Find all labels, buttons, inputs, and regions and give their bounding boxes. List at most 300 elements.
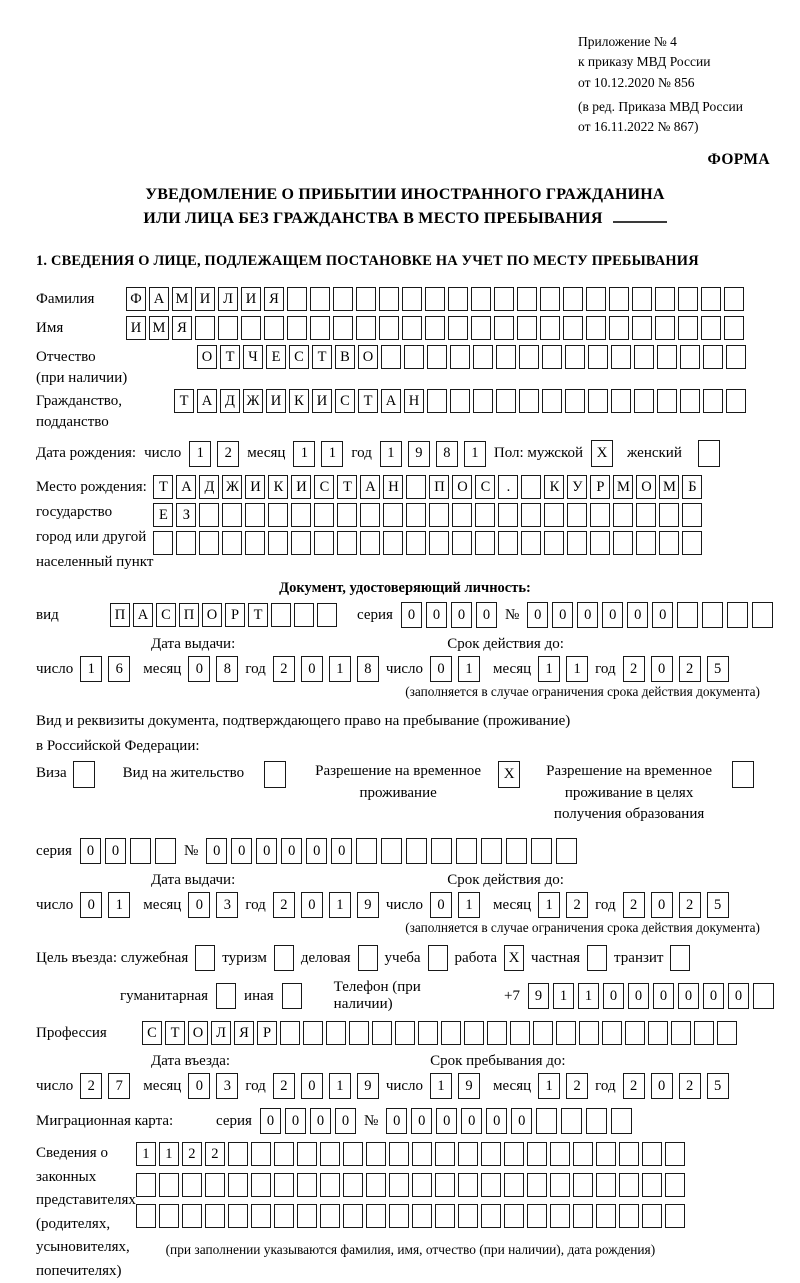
form-cell[interactable]: 1	[159, 1142, 179, 1166]
form-cell[interactable]: Д	[199, 475, 219, 499]
form-cell[interactable]	[655, 316, 675, 340]
form-cell[interactable]	[655, 287, 675, 311]
form-cell[interactable]	[431, 838, 452, 864]
form-cell[interactable]: 0	[411, 1108, 432, 1134]
form-cell[interactable]	[677, 602, 698, 628]
form-cell[interactable]	[611, 345, 631, 369]
form-cell[interactable]	[590, 503, 610, 527]
form-cell[interactable]	[596, 1204, 616, 1228]
form-cell[interactable]	[425, 316, 445, 340]
form-cell[interactable]	[381, 838, 402, 864]
form-cell[interactable]: А	[176, 475, 196, 499]
form-cell[interactable]: 1	[458, 656, 480, 682]
form-cell[interactable]	[567, 531, 587, 555]
form-cell[interactable]	[527, 1173, 547, 1197]
form-cell[interactable]	[435, 1142, 455, 1166]
form-cell[interactable]	[544, 503, 564, 527]
form-cell[interactable]	[297, 1204, 317, 1228]
form-cell[interactable]	[573, 1142, 593, 1166]
form-cell[interactable]: 0	[511, 1108, 532, 1134]
form-cell[interactable]: М	[149, 316, 169, 340]
form-cell[interactable]	[682, 531, 702, 555]
form-cell[interactable]	[657, 389, 677, 413]
form-cell[interactable]: 1	[538, 1073, 560, 1099]
form-cell[interactable]	[310, 287, 330, 311]
form-cell[interactable]: 1	[578, 983, 599, 1009]
form-cell[interactable]	[565, 389, 585, 413]
form-cell[interactable]	[659, 503, 679, 527]
form-cell[interactable]	[456, 838, 477, 864]
form-cell[interactable]: 0	[80, 892, 102, 918]
form-cell[interactable]	[287, 316, 307, 340]
form-cell[interactable]	[343, 1173, 363, 1197]
form-cell[interactable]: К	[268, 475, 288, 499]
form-cell[interactable]: Р	[257, 1021, 277, 1045]
form-cell[interactable]: 0	[306, 838, 327, 864]
form-cell[interactable]: А	[149, 287, 169, 311]
form-cell[interactable]: Ж	[243, 389, 263, 413]
form-cell[interactable]	[450, 389, 470, 413]
form-cell[interactable]	[245, 503, 265, 527]
form-cell[interactable]: 0	[188, 892, 210, 918]
form-cell[interactable]: А	[197, 389, 217, 413]
form-cell[interactable]: 0	[476, 602, 497, 628]
form-cell[interactable]	[130, 838, 151, 864]
form-cell[interactable]	[251, 1173, 271, 1197]
form-cell[interactable]: С	[475, 475, 495, 499]
form-cell[interactable]	[632, 287, 652, 311]
form-cell[interactable]	[412, 1142, 432, 1166]
form-cell[interactable]	[458, 1204, 478, 1228]
form-cell[interactable]	[487, 1021, 507, 1045]
form-cell[interactable]: С	[289, 345, 309, 369]
form-cell[interactable]	[494, 316, 514, 340]
form-cell[interactable]	[452, 503, 472, 527]
form-cell[interactable]	[274, 1173, 294, 1197]
form-cell[interactable]	[228, 1204, 248, 1228]
form-cell[interactable]	[458, 1173, 478, 1197]
form-cell[interactable]: Ф	[126, 287, 146, 311]
form-cell[interactable]	[195, 945, 215, 971]
form-cell[interactable]	[540, 316, 560, 340]
form-cell[interactable]	[326, 1021, 346, 1045]
form-cell[interactable]	[264, 316, 284, 340]
form-cell[interactable]: Б	[682, 475, 702, 499]
form-cell[interactable]	[271, 603, 291, 627]
form-cell[interactable]: А	[360, 475, 380, 499]
form-cell[interactable]	[136, 1173, 156, 1197]
form-cell[interactable]: С	[142, 1021, 162, 1045]
form-cell[interactable]	[579, 1021, 599, 1045]
form-cell[interactable]: К	[544, 475, 564, 499]
form-cell[interactable]	[519, 389, 539, 413]
form-cell[interactable]	[573, 1173, 593, 1197]
form-cell[interactable]	[228, 1142, 248, 1166]
form-cell[interactable]: 0	[461, 1108, 482, 1134]
form-cell[interactable]: Т	[248, 603, 268, 627]
form-cell[interactable]: А	[133, 603, 153, 627]
form-cell[interactable]	[642, 1173, 662, 1197]
form-cell[interactable]: А	[381, 389, 401, 413]
form-cell[interactable]: 1	[380, 441, 402, 467]
form-cell[interactable]: 9	[528, 983, 549, 1009]
form-cell[interactable]	[671, 1021, 691, 1045]
form-cell[interactable]: 2	[566, 1073, 588, 1099]
form-cell[interactable]	[475, 503, 495, 527]
form-cell[interactable]	[670, 945, 690, 971]
form-cell[interactable]	[349, 1021, 369, 1045]
form-cell[interactable]: 1	[329, 892, 351, 918]
form-cell[interactable]: 2	[273, 892, 295, 918]
form-cell[interactable]	[717, 1021, 737, 1045]
form-cell[interactable]: 5	[707, 892, 729, 918]
form-cell[interactable]	[287, 287, 307, 311]
form-cell[interactable]: 2	[205, 1142, 225, 1166]
form-cell[interactable]: 8	[357, 656, 379, 682]
form-cell[interactable]	[506, 838, 527, 864]
form-cell[interactable]	[356, 287, 376, 311]
form-cell[interactable]: 1	[80, 656, 102, 682]
form-cell[interactable]: 5	[707, 1073, 729, 1099]
form-cell[interactable]	[360, 503, 380, 527]
form-cell[interactable]: 1	[136, 1142, 156, 1166]
form-cell[interactable]	[425, 287, 445, 311]
form-cell[interactable]: З	[176, 503, 196, 527]
form-cell[interactable]	[527, 1142, 547, 1166]
form-cell[interactable]	[573, 1204, 593, 1228]
form-cell[interactable]	[481, 1142, 501, 1166]
form-cell[interactable]: Н	[404, 389, 424, 413]
form-cell[interactable]: 0	[285, 1108, 306, 1134]
form-cell[interactable]	[199, 531, 219, 555]
form-cell[interactable]	[291, 503, 311, 527]
form-cell[interactable]: 0	[260, 1108, 281, 1134]
form-cell[interactable]: 1	[329, 1073, 351, 1099]
form-cell[interactable]: 9	[357, 892, 379, 918]
form-cell[interactable]: 6	[108, 656, 130, 682]
form-cell[interactable]: 0	[281, 838, 302, 864]
form-cell[interactable]	[153, 531, 173, 555]
form-cell[interactable]	[496, 345, 516, 369]
form-cell[interactable]	[406, 838, 427, 864]
form-cell[interactable]: 1	[464, 441, 486, 467]
form-cell[interactable]: О	[202, 603, 222, 627]
form-cell[interactable]	[268, 531, 288, 555]
form-cell[interactable]	[563, 287, 583, 311]
form-cell[interactable]	[366, 1173, 386, 1197]
form-cell[interactable]: В	[335, 345, 355, 369]
form-cell[interactable]	[665, 1173, 685, 1197]
form-cell[interactable]	[517, 316, 537, 340]
form-cell[interactable]	[586, 287, 606, 311]
form-cell[interactable]: Т	[358, 389, 378, 413]
form-cell[interactable]: 0	[652, 602, 673, 628]
form-cell[interactable]	[320, 1142, 340, 1166]
form-cell[interactable]	[682, 503, 702, 527]
form-cell[interactable]	[642, 1204, 662, 1228]
form-cell[interactable]: Я	[172, 316, 192, 340]
form-cell[interactable]	[218, 316, 238, 340]
form-cell[interactable]	[428, 945, 448, 971]
form-cell[interactable]: С	[335, 389, 355, 413]
form-cell[interactable]	[701, 287, 721, 311]
form-cell[interactable]: И	[266, 389, 286, 413]
form-cell[interactable]	[251, 1204, 271, 1228]
form-cell[interactable]	[264, 761, 286, 788]
form-cell[interactable]	[182, 1204, 202, 1228]
form-cell[interactable]: 0	[653, 983, 674, 1009]
form-cell[interactable]: 0	[628, 983, 649, 1009]
form-cell[interactable]	[412, 1204, 432, 1228]
form-cell[interactable]	[389, 1173, 409, 1197]
form-cell[interactable]	[435, 1204, 455, 1228]
form-cell[interactable]	[680, 345, 700, 369]
form-cell[interactable]: 0	[426, 602, 447, 628]
form-cell[interactable]	[536, 1108, 557, 1134]
form-cell[interactable]	[496, 389, 516, 413]
form-cell[interactable]	[498, 503, 518, 527]
form-cell[interactable]	[678, 316, 698, 340]
form-cell[interactable]	[458, 1142, 478, 1166]
form-cell[interactable]	[540, 287, 560, 311]
form-cell[interactable]	[542, 345, 562, 369]
form-cell[interactable]	[274, 945, 294, 971]
form-cell[interactable]: 7	[108, 1073, 130, 1099]
form-cell[interactable]	[280, 1021, 300, 1045]
form-cell[interactable]	[531, 838, 552, 864]
form-cell[interactable]	[567, 503, 587, 527]
form-cell[interactable]	[372, 1021, 392, 1045]
form-cell[interactable]: 8	[436, 441, 458, 467]
form-cell[interactable]: 1	[538, 656, 560, 682]
form-cell[interactable]: О	[197, 345, 217, 369]
form-cell[interactable]	[636, 531, 656, 555]
form-cell[interactable]	[657, 345, 677, 369]
form-cell[interactable]: И	[195, 287, 215, 311]
form-cell[interactable]: Т	[174, 389, 194, 413]
form-cell[interactable]	[665, 1204, 685, 1228]
form-cell[interactable]	[517, 287, 537, 311]
form-cell[interactable]	[727, 602, 748, 628]
form-cell[interactable]: Р	[590, 475, 610, 499]
form-cell[interactable]	[241, 316, 261, 340]
form-cell[interactable]	[494, 287, 514, 311]
form-cell[interactable]	[282, 983, 302, 1009]
form-cell[interactable]: 0	[188, 1073, 210, 1099]
form-cell[interactable]: О	[452, 475, 472, 499]
form-cell[interactable]: П	[429, 475, 449, 499]
form-cell[interactable]	[379, 316, 399, 340]
form-cell[interactable]	[586, 1108, 607, 1134]
form-cell[interactable]: 0	[602, 602, 623, 628]
form-cell[interactable]: У	[567, 475, 587, 499]
form-cell[interactable]	[602, 1021, 622, 1045]
form-cell[interactable]: И	[126, 316, 146, 340]
form-cell[interactable]	[588, 389, 608, 413]
form-cell[interactable]	[356, 316, 376, 340]
form-cell[interactable]: 0	[603, 983, 624, 1009]
form-cell[interactable]	[366, 1142, 386, 1166]
form-cell[interactable]	[703, 389, 723, 413]
form-cell[interactable]	[619, 1173, 639, 1197]
form-cell[interactable]	[245, 531, 265, 555]
form-cell[interactable]: 0	[80, 838, 101, 864]
form-cell[interactable]	[702, 602, 723, 628]
form-cell[interactable]: 0	[728, 983, 749, 1009]
form-cell[interactable]: К	[289, 389, 309, 413]
form-cell[interactable]	[314, 503, 334, 527]
form-cell[interactable]: 2	[273, 1073, 295, 1099]
form-cell[interactable]	[310, 316, 330, 340]
form-cell[interactable]	[550, 1142, 570, 1166]
form-cell[interactable]	[481, 1173, 501, 1197]
form-cell[interactable]	[216, 983, 236, 1009]
form-cell[interactable]	[441, 1021, 461, 1045]
form-cell[interactable]: 2	[182, 1142, 202, 1166]
form-cell[interactable]	[556, 838, 577, 864]
form-cell[interactable]	[429, 531, 449, 555]
form-cell[interactable]: 0	[651, 1073, 673, 1099]
form-cell[interactable]: Л	[218, 287, 238, 311]
form-cell[interactable]	[753, 983, 774, 1009]
form-cell[interactable]	[611, 389, 631, 413]
form-cell[interactable]	[544, 531, 564, 555]
form-cell[interactable]	[634, 345, 654, 369]
form-cell[interactable]: 2	[623, 656, 645, 682]
form-cell[interactable]: 1	[566, 656, 588, 682]
form-cell[interactable]	[381, 345, 401, 369]
form-cell[interactable]	[464, 1021, 484, 1045]
form-cell[interactable]: П	[179, 603, 199, 627]
form-cell[interactable]	[619, 1204, 639, 1228]
form-cell[interactable]	[383, 531, 403, 555]
form-cell[interactable]: 2	[80, 1073, 102, 1099]
form-cell[interactable]: 2	[566, 892, 588, 918]
form-cell[interactable]: 5	[707, 656, 729, 682]
form-cell[interactable]	[452, 531, 472, 555]
form-cell[interactable]	[504, 1173, 524, 1197]
form-cell[interactable]	[159, 1204, 179, 1228]
form-cell[interactable]: 0	[627, 602, 648, 628]
form-cell[interactable]	[228, 1173, 248, 1197]
form-cell[interactable]: 0	[430, 892, 452, 918]
form-cell[interactable]	[314, 531, 334, 555]
form-cell[interactable]	[752, 602, 773, 628]
form-cell[interactable]: 0	[577, 602, 598, 628]
form-cell[interactable]: 1	[538, 892, 560, 918]
form-cell[interactable]	[294, 603, 314, 627]
form-cell[interactable]	[473, 389, 493, 413]
form-cell[interactable]	[642, 1142, 662, 1166]
form-cell[interactable]	[565, 345, 585, 369]
form-cell[interactable]: Я	[264, 287, 284, 311]
form-cell[interactable]: 9	[458, 1073, 480, 1099]
form-cell[interactable]: Н	[383, 475, 403, 499]
form-cell[interactable]	[291, 531, 311, 555]
form-cell[interactable]	[625, 1021, 645, 1045]
form-cell[interactable]: Ж	[222, 475, 242, 499]
form-cell[interactable]	[251, 1142, 271, 1166]
form-cell[interactable]	[724, 287, 744, 311]
form-cell[interactable]	[412, 1173, 432, 1197]
form-cell[interactable]	[510, 1021, 530, 1045]
form-cell[interactable]: И	[241, 287, 261, 311]
form-cell[interactable]	[636, 503, 656, 527]
form-cell[interactable]: 0	[231, 838, 252, 864]
form-cell[interactable]: 0	[256, 838, 277, 864]
form-cell[interactable]: Т	[165, 1021, 185, 1045]
form-cell[interactable]: 1	[430, 1073, 452, 1099]
form-cell[interactable]: 0	[301, 656, 323, 682]
form-cell[interactable]: 2	[679, 1073, 701, 1099]
form-cell[interactable]	[609, 316, 629, 340]
form-cell[interactable]	[395, 1021, 415, 1045]
form-cell[interactable]	[703, 345, 723, 369]
form-cell[interactable]: 0	[206, 838, 227, 864]
form-cell[interactable]: 0	[451, 602, 472, 628]
form-cell[interactable]	[205, 1173, 225, 1197]
form-cell[interactable]: 0	[486, 1108, 507, 1134]
form-cell[interactable]: 0	[105, 838, 126, 864]
form-cell[interactable]	[297, 1173, 317, 1197]
form-cell[interactable]: И	[291, 475, 311, 499]
form-cell[interactable]	[406, 475, 426, 499]
form-cell[interactable]	[435, 1173, 455, 1197]
form-cell[interactable]: 0	[703, 983, 724, 1009]
form-cell[interactable]	[724, 316, 744, 340]
form-cell[interactable]	[448, 316, 468, 340]
form-cell[interactable]	[383, 503, 403, 527]
form-cell[interactable]	[418, 1021, 438, 1045]
form-cell[interactable]	[176, 531, 196, 555]
form-cell[interactable]	[448, 287, 468, 311]
form-cell[interactable]	[297, 1142, 317, 1166]
form-cell[interactable]	[182, 1173, 202, 1197]
form-cell[interactable]: Д	[220, 389, 240, 413]
form-cell[interactable]: 0	[301, 1073, 323, 1099]
form-cell[interactable]	[504, 1204, 524, 1228]
form-cell[interactable]	[471, 316, 491, 340]
form-cell[interactable]: Ч	[243, 345, 263, 369]
form-cell[interactable]	[701, 316, 721, 340]
form-cell[interactable]	[611, 1108, 632, 1134]
form-cell[interactable]: М	[613, 475, 633, 499]
form-cell[interactable]: О	[636, 475, 656, 499]
form-cell[interactable]	[521, 475, 541, 499]
form-cell[interactable]	[619, 1142, 639, 1166]
form-cell[interactable]	[596, 1173, 616, 1197]
form-cell[interactable]: 1	[458, 892, 480, 918]
form-cell[interactable]	[634, 389, 654, 413]
form-cell[interactable]	[303, 1021, 323, 1045]
form-cell[interactable]	[732, 761, 754, 788]
form-cell[interactable]	[136, 1204, 156, 1228]
form-cell[interactable]	[648, 1021, 668, 1045]
form-cell[interactable]	[542, 389, 562, 413]
form-cell[interactable]	[698, 440, 720, 467]
form-cell[interactable]: 1	[293, 441, 315, 467]
form-cell[interactable]	[404, 345, 424, 369]
form-cell[interactable]	[475, 531, 495, 555]
form-cell[interactable]	[665, 1142, 685, 1166]
form-cell[interactable]	[205, 1204, 225, 1228]
form-cell[interactable]	[268, 503, 288, 527]
form-cell[interactable]: 3	[216, 892, 238, 918]
form-cell[interactable]	[427, 345, 447, 369]
form-cell[interactable]	[199, 503, 219, 527]
form-cell[interactable]	[556, 1021, 576, 1045]
form-cell[interactable]: 2	[679, 892, 701, 918]
